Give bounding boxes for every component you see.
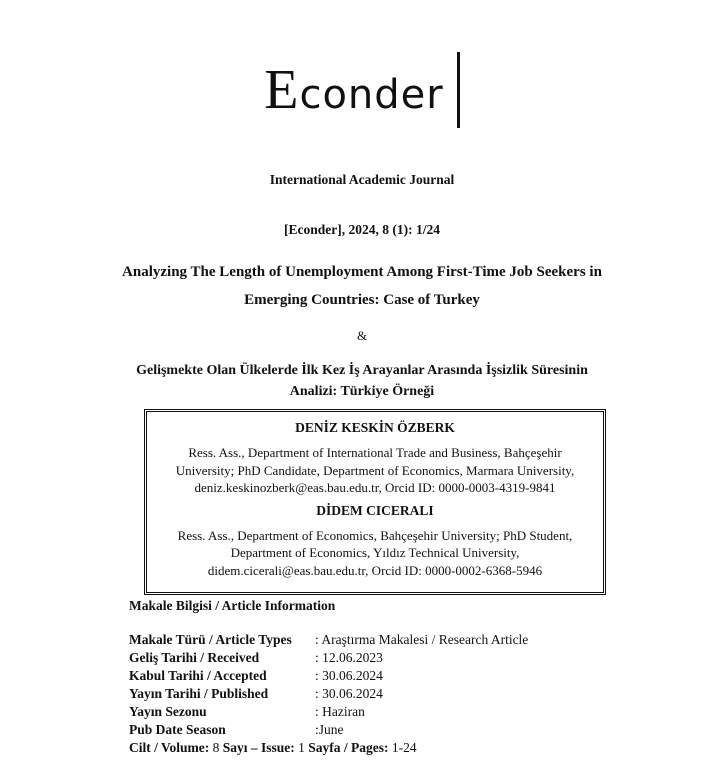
info-value: : Araştırma Makalesi / Research Article — [315, 632, 529, 647]
issue-value: 1 — [294, 740, 309, 755]
turkish-title — [0, 360, 724, 402]
info-label: Makale Türü / Article Types — [129, 632, 292, 647]
author-affiliation — [147, 444, 603, 497]
info-row-accepted — [129, 667, 528, 685]
author-name: DİDEM CICERALI — [316, 502, 434, 518]
ampersand: & — [356, 328, 368, 343]
journal-logo — [0, 52, 724, 128]
english-title-line: Analyzing The Length of Unemployment Among First-Time Job Seekers in — [122, 264, 602, 280]
article-info-heading: Makale Bilgisi / Article Information — [129, 598, 336, 613]
affiliation-line: deniz.keskinozberk@eas.bau.edu.tr, Orcid ID: 0000-0003-4319-9841 — [194, 480, 556, 495]
logo-bar — [457, 52, 460, 128]
volume-label: Cilt / Volume: — [129, 740, 210, 755]
info-value: : 30.06.2024 — [315, 668, 383, 683]
info-value: : Haziran — [315, 704, 365, 719]
info-row-article-type — [129, 631, 528, 649]
author-name: DENİZ KESKİN ÖZBERK — [295, 420, 455, 435]
affiliation-line: Ress. Ass., Department of International Trade and Business, Bahçeşehir — [188, 445, 562, 460]
info-label: Yayın Sezonu — [129, 704, 207, 719]
info-value: : 30.06.2024 — [315, 686, 383, 701]
pages-label: Sayfa / Pages: — [308, 740, 389, 755]
affiliation-line: University; PhD Candidate, Department of Economics, Marmara University, — [175, 462, 575, 478]
volume-value: 8 — [209, 740, 223, 755]
info-row-season-en — [129, 721, 528, 739]
affiliation-line: didem.cicerali@eas.bau.edu.tr, Orcid ID: 0000-0002-6368-5946 — [207, 562, 543, 578]
logo-wordmark: Econder — [264, 59, 444, 121]
english-title-line: Emerging Countries: Case of Turkey — [244, 292, 480, 308]
info-label: Kabul Tarihi / Accepted — [129, 668, 267, 683]
info-row-volume — [129, 739, 528, 757]
info-label: Pub Date Season — [129, 722, 226, 737]
info-value: : 12.06.2023 — [315, 650, 383, 665]
turkish-title-line: Gelişmekte Olan Ülkelerde İlk Kez İş Arayanlar Arasında İşsizlik Süresinin — [136, 363, 588, 378]
article-info-table — [129, 631, 528, 757]
english-title — [0, 258, 724, 314]
issue-label: Sayı – Issue: — [222, 740, 295, 755]
journal-type: International Academic Journal — [269, 172, 455, 187]
turkish-title-line: Analizi: Türkiye Örneği — [289, 384, 435, 399]
citation: [Econder], 2024, 8 (1): 1/24 — [284, 222, 440, 237]
info-label: Yayın Tarihi / Published — [129, 686, 269, 701]
pages-value: 1-24 — [388, 740, 417, 755]
info-row-received — [129, 649, 528, 667]
affiliation-line: Department of Economics, Yıldız Technical University, — [230, 545, 520, 560]
info-value: :June — [315, 722, 344, 737]
info-row-published — [129, 685, 528, 703]
info-label: Geliş Tarihi / Received — [129, 650, 260, 665]
authors-box — [144, 409, 606, 595]
author-affiliation — [147, 527, 603, 580]
affiliation-line: Ress. Ass., Department of Economics, Bahçeşehir University; PhD Student, — [177, 527, 573, 543]
info-row-season-tr — [129, 703, 528, 721]
